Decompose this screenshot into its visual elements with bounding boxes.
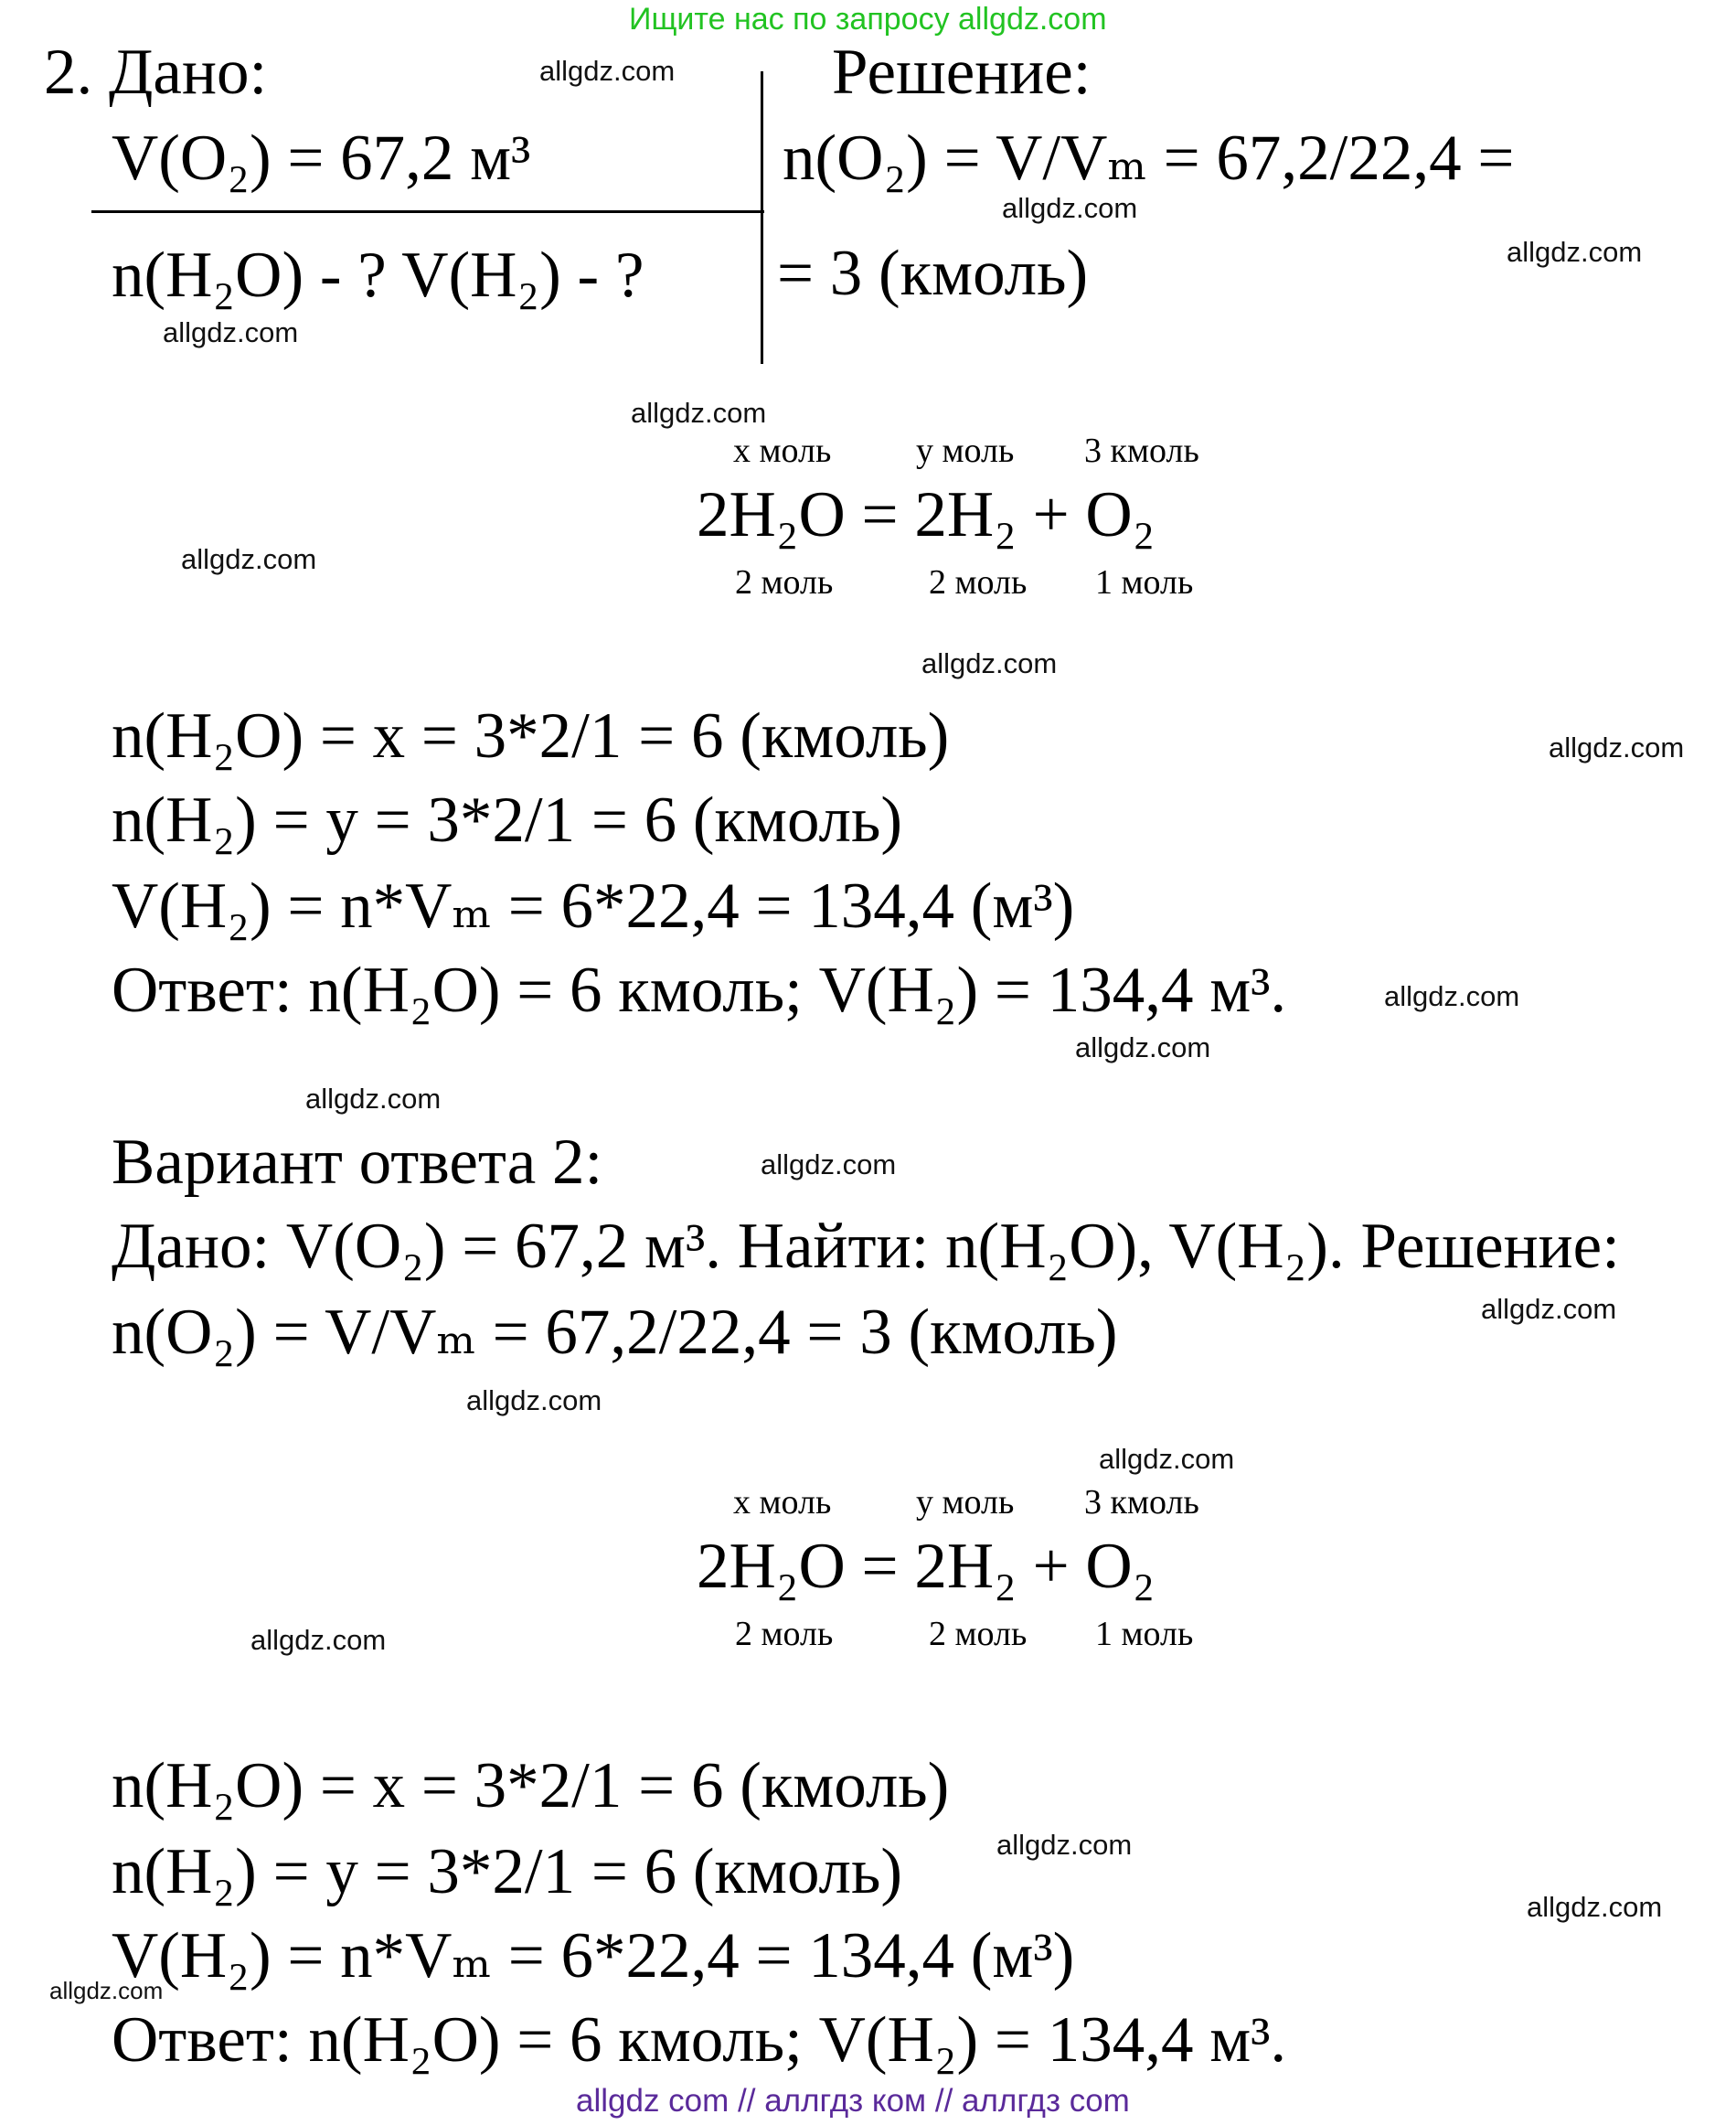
find-values: n(H₂O) - ? V(H₂) - ? xyxy=(112,240,644,311)
eq-top-label: y моль xyxy=(916,432,1015,470)
calc-line: V(H₂) = n*Vₘ = 6*22,4 = 134,4 (м³) xyxy=(112,1920,1075,1992)
watermark: allgdz.com xyxy=(539,55,676,87)
watermark: allgdz.com xyxy=(996,1829,1133,1861)
given-divider xyxy=(91,210,764,213)
watermark: allgdz.com xyxy=(631,397,767,429)
watermark: allgdz.com xyxy=(1099,1443,1235,1475)
watermark: allgdz.com xyxy=(1002,192,1138,224)
vertical-divider xyxy=(761,71,763,364)
reaction-equation: 2H₂O = 2H₂ + O₂ xyxy=(697,1531,1156,1602)
watermark: allgdz.com xyxy=(761,1148,897,1180)
eq-top-label: 3 кмоль xyxy=(1084,1483,1199,1522)
watermark: allgdz.com xyxy=(305,1083,442,1115)
watermark: allgdz.com xyxy=(1549,731,1685,764)
eq-bottom-label: 2 моль xyxy=(735,1615,834,1653)
calc-line: n(H₂) = y = 3*2/1 = 6 (кмоль) xyxy=(112,785,903,856)
answer-line: Ответ: n(H₂O) = 6 кмоль; V(H₂) = 134,4 м³. xyxy=(112,955,1287,1026)
solution-line-1: n(O₂) = V/Vₘ = 67,2/22,4 = xyxy=(783,123,1515,194)
watermark: allgdz.com xyxy=(921,647,1058,679)
watermark: allgdz.com xyxy=(1075,1031,1211,1063)
eq-top-label: y моль xyxy=(916,1483,1015,1522)
watermark: allgdz.com xyxy=(1527,1891,1663,1923)
eq-bottom-label: 1 моль xyxy=(1095,563,1194,602)
watermark: allgdz.com xyxy=(466,1384,602,1416)
calc-line: V(H₂) = n*Vₘ = 6*22,4 = 134,4 (м³) xyxy=(112,870,1075,942)
watermark: allgdz.com xyxy=(163,316,299,348)
eq-top-label: 3 кмоль xyxy=(1084,432,1199,470)
watermark: allgdz.com xyxy=(1481,1293,1617,1325)
solution-heading: Решение: xyxy=(832,37,1092,108)
watermark: allgdz.com xyxy=(49,1977,164,2004)
calc-line: n(H₂O) = x = 3*2/1 = 6 (кмоль) xyxy=(112,1750,950,1821)
eq-top-label: x моль xyxy=(733,432,832,470)
calc-line: n(H₂) = y = 3*2/1 = 6 (кмоль) xyxy=(112,1836,903,1907)
variant-solution: n(O₂) = V/Vₘ = 67,2/22,4 = 3 (кмоль) xyxy=(112,1297,1118,1368)
watermark: allgdz.com xyxy=(1384,980,1520,1012)
problem-heading: 2. Дано: xyxy=(44,37,268,108)
variant-heading: Вариант ответа 2: xyxy=(112,1127,603,1198)
watermark: allgdz.com xyxy=(1507,236,1643,268)
variant-given: Дано: V(O₂) = 67,2 м³. Найти: n(H₂O), V(H₂). Решение: xyxy=(112,1211,1620,1282)
solution-line-2: = 3 (кмоль) xyxy=(777,238,1089,309)
eq-bottom-label: 1 моль xyxy=(1095,1615,1194,1653)
watermark: allgdz.com xyxy=(181,543,317,575)
eq-bottom-label: 2 моль xyxy=(929,563,1028,602)
eq-bottom-label: 2 моль xyxy=(929,1615,1028,1653)
given-value: V(O₂) = 67,2 м³ xyxy=(112,123,531,194)
answer-line: Ответ: n(H₂O) = 6 кмоль; V(H₂) = 134,4 м³. xyxy=(112,2004,1287,2076)
eq-top-label: x моль xyxy=(733,1483,832,1522)
eq-bottom-label: 2 моль xyxy=(735,563,834,602)
watermark: allgdz.com xyxy=(250,1624,387,1656)
calc-line: n(H₂O) = x = 3*2/1 = 6 (кмоль) xyxy=(112,700,950,772)
top-banner: Ищите нас по запросу allgdz.com xyxy=(629,2,1107,37)
reaction-equation: 2H₂O = 2H₂ + O₂ xyxy=(697,479,1156,550)
footer-links: allgdz com // аллгдз ком // аллгдз com xyxy=(576,2083,1130,2119)
